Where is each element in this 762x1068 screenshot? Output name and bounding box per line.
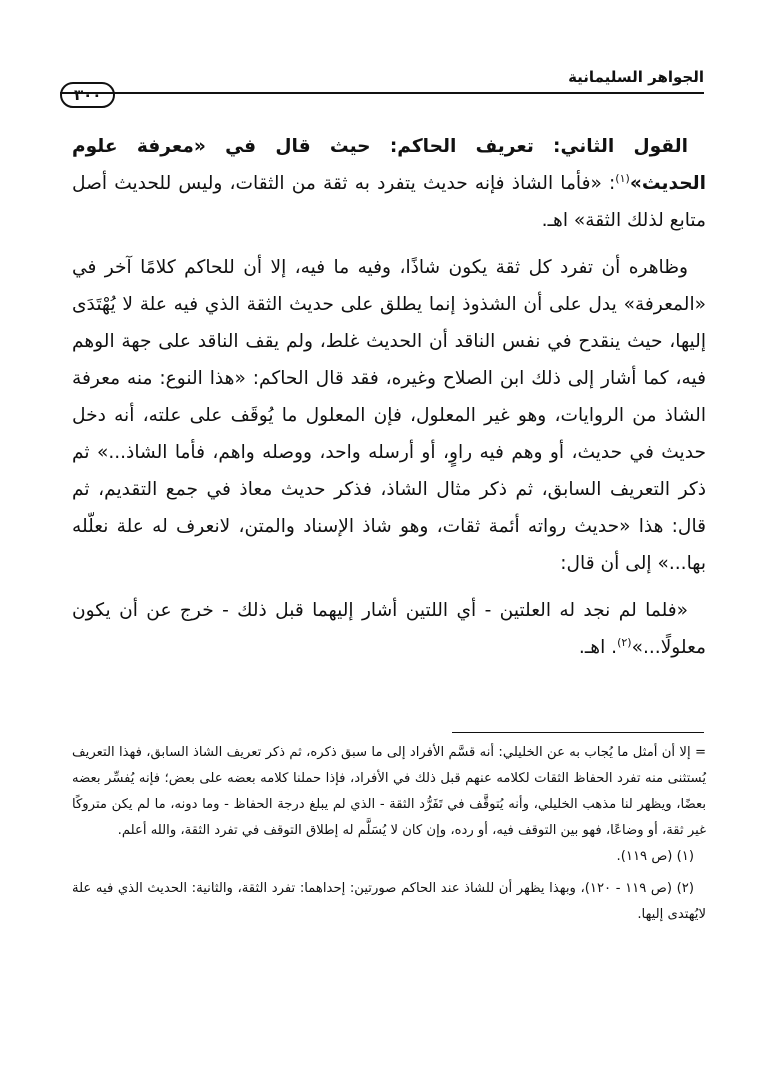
paragraph-3 — [72, 592, 706, 666]
page-header — [60, 68, 704, 112]
footnote-1: (١) (ص ١١٩). — [616, 849, 694, 864]
page-number-frame — [60, 82, 115, 108]
footnote-2: (٢) (ص ١١٩ - ١٢٠)، وبهذا يظهر أن للشاذ عند الحاكم صورتين: إحداهما: تفرد الثقة، والثانية: الحديث الذي فيه علة لايُهتدى إليها. — [72, 881, 706, 922]
main-text — [72, 128, 706, 680]
p1-rest: : «فأما الشاذ فإنه حديث يتفرد به ثقة من الثقات، وليس للحديث أصل متابع لذلك الثقة» اهـ. — [72, 173, 706, 231]
running-title: الجواهر السليمانية — [568, 68, 704, 86]
footnote-continuation: = إلا أن أمثل ما يُجاب به عن الخليلي: أنه قسَّم الأفراد إلى ما سبق ذكره، ثم ذكر تعريف الشاذ السابق، فهذا التعريف يُستثنى منه تفرد الحفاظ الثقات لكلامه عنهم قبل ذلك في الأفراد، فإذا حملنا كلامه بعضه على بعض؛ فإنه يُفسِّر بعضه بعضًا، ويظهر لنا مذهب الخليلي، وأنه يُتوقَّف في تَفَرُّد الثقة - الذي لم يبلغ درجة الحفاظ - وما دونه، ما لم يكن متروكًا غير ثقة، أو وضاعًا، فهو بين التوقف فيه، أو رده، وإن كان لا يُسَلَّم له إطلاق التوقف في تفرد الثقة، والله أعلم. — [72, 745, 706, 838]
footnote-separator — [452, 732, 704, 733]
footnote-ref-1: (١) — [615, 171, 630, 185]
p3-lead: «فلما لم نجد له العلتين - أي اللتين أشار إليهما قبل ذلك - خرج عن أن يكون معلولًا...» — [72, 600, 706, 658]
footnotes — [72, 740, 706, 928]
p1-lead: القول الثاني: تعريف الحاكم: حيث قال في «معرفة علوم الحديث» — [72, 136, 706, 194]
page-number: ٣٠٠ — [60, 82, 115, 108]
header-rule — [60, 92, 704, 94]
paragraph-2: وظاهره أن تفرد كل ثقة يكون شاذًا، وفيه ما فيه، إلا أن للحاكم كلامًا آخر في «المعرفة» يدل على أن الشذوذ إنما يطلق على حديث الثقة الذي فيه علة لا يُهْتَدَى إليها، حيث ينقدح في نفس الناقد أن الحديث غلط، ولم يقف الناقد على جهة الوهم فيه، كما أشار إلى ذلك ابن الصلاح وغيره، فقد قال الحاكم: «هذا النوع: منه معرفة الشاذ من الروايات، وهو غير المعلول، فإن المعلول ما يُوقَف على علته، أنه دخل حديث في حديث، أو وهم فيه راوٍ، أو أرسله واحد، ووصله واهم، فأما الشاذ...» ثم ذكر التعريف السابق، ثم ذكر مثال الشاذ، فذكر حديث معاذ في جمع التقديم، ثم قال: هذا «حديث رواته أئمة ثقات، وهو شاذ الإسناد والمتن، لانعرف له علة نعلّله بها...» إلى أن قال: — [72, 257, 706, 574]
footnote-ref-2: (٢) — [617, 635, 632, 649]
p3-rest: . اهـ. — [578, 637, 618, 658]
paragraph-1 — [72, 128, 706, 239]
